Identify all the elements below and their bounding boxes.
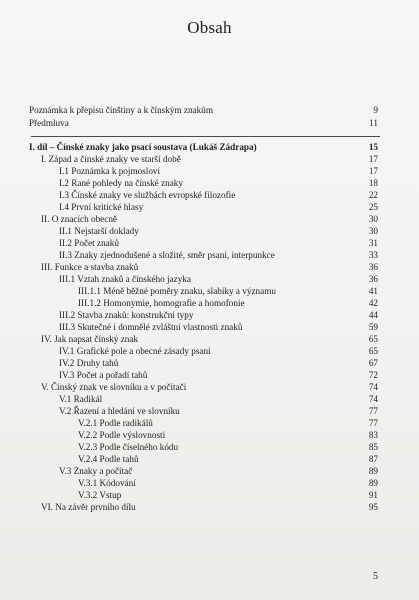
toc-entry — [0, 309, 419, 321]
toc-entry-text: I. Západ a čínské znaky ve starší době — [41, 154, 181, 164]
toc-entry — [0, 165, 419, 177]
toc-entry-text: I.3 Čínské znaky ve službách evropské filozofie — [59, 190, 236, 200]
toc-entry-text: Předmluva — [29, 118, 69, 128]
toc-entry — [0, 501, 419, 513]
toc-entry — [0, 393, 419, 405]
toc-entry-text: III.1.2 Homonymie, homografie a homofonie — [78, 298, 245, 308]
toc-entry-text: V.2.4 Podle tahů — [78, 454, 139, 464]
toc-entry — [0, 189, 419, 201]
toc-entry — [0, 321, 419, 333]
toc-entry — [0, 453, 419, 465]
toc-entry-text: V. Čínský znak ve slovníku a v počítači — [41, 382, 187, 392]
toc-entry-page: 25 — [368, 202, 378, 212]
toc-entry-text: VI. Na závěr prvního dílu — [41, 502, 136, 512]
toc-entry — [0, 489, 419, 501]
toc-entry — [0, 249, 419, 261]
toc-entry-page: 85 — [368, 442, 378, 452]
toc-entry-page: 30 — [368, 214, 378, 224]
toc-entry-page: 67 — [368, 358, 378, 368]
toc-entry-text: II.3 Znaky zjednodušené a složité, směr psaní, interpunkce — [59, 250, 275, 260]
toc-entry-page: 41 — [368, 286, 378, 296]
toc-entry-page: 65 — [368, 346, 378, 356]
toc-entry — [0, 117, 419, 129]
toc-entry-page: 30 — [368, 226, 378, 236]
toc-entry-page: 87 — [368, 454, 378, 464]
toc-entry — [0, 153, 419, 165]
toc-entry — [0, 213, 419, 225]
toc-entry — [0, 417, 419, 429]
toc-entry-page: 89 — [368, 466, 378, 476]
toc-entry-page: 77 — [368, 418, 378, 428]
toc-entry — [0, 357, 419, 369]
toc-entry — [0, 465, 419, 477]
toc-entry-text: I.1 Poznámka k pojmosloví — [59, 166, 161, 176]
toc-entry-page: 36 — [368, 274, 378, 284]
toc-entry — [0, 429, 419, 441]
toc-entry-text: IV. Jak napsat čínský znak — [41, 334, 139, 344]
toc-entry-page: 74 — [368, 394, 378, 404]
toc-entry-page: 17 — [368, 166, 378, 176]
toc-entry-page: 72 — [368, 370, 378, 380]
toc-entry-page: 95 — [368, 502, 378, 512]
section-divider — [31, 136, 380, 137]
toc-entry-text: V.2.3 Podle číselného kódu — [78, 442, 179, 452]
toc-entry-page: 89 — [368, 478, 378, 488]
toc-entry-text: II. O znacích obecně — [41, 214, 118, 224]
toc-entry-text: I.4 První kritické hlasy — [59, 202, 144, 212]
toc-entry — [0, 201, 419, 213]
toc-entry-page: 59 — [368, 322, 378, 332]
toc-entry-text: IV.3 Počet a pořadí tahů — [59, 370, 148, 380]
toc-entry-page: 42 — [368, 298, 378, 308]
toc-entry-text: I.2 Rané pohledy na čínské znaky — [59, 178, 183, 188]
toc-entry-text: III.1 Vztah znaků a čínského jazyka — [59, 274, 191, 284]
toc-entry-page: 65 — [368, 334, 378, 344]
toc-entry-page: 11 — [369, 118, 378, 128]
toc-entry-page: 22 — [368, 190, 378, 200]
toc-entry-text: III.2 Stavba znaků: konstrukční typy — [59, 310, 194, 320]
toc-entry — [0, 345, 419, 357]
toc-entry-text: II.2 Počet znaků — [59, 238, 119, 248]
toc-entry-page: 31 — [368, 238, 378, 248]
toc-entry-text: V.3.2 Vstup — [78, 490, 122, 500]
toc-entry-page: 15 — [368, 142, 378, 152]
toc-entry-page: 36 — [368, 262, 378, 272]
page-number: 5 — [373, 571, 378, 582]
toc-entry — [0, 441, 419, 453]
toc-part-heading — [0, 141, 419, 153]
toc-entry — [0, 333, 419, 345]
toc-entry-text: III.3 Skutečné i domnělé zvláštní vlastnosti znaků — [59, 322, 243, 332]
toc-entry-text: V.1 Radikál — [59, 394, 103, 404]
toc-entry — [0, 104, 419, 116]
toc-entry — [0, 405, 419, 417]
toc-entry — [0, 297, 419, 309]
toc-entry-text: III. Funkce a stavba znaků — [41, 262, 139, 272]
toc-entry-page: 74 — [368, 382, 378, 392]
toc-entry-text: V.3 Znaky a počítač — [59, 466, 133, 476]
toc-entry-page: 77 — [368, 406, 378, 416]
toc-entry — [0, 273, 419, 285]
toc-entry-text: V.2.1 Podle radikálů — [78, 418, 153, 428]
toc-entry-page: 83 — [368, 430, 378, 440]
toc-entry-text: III.1.1 Méně běžné poměry znaku, slabiky a významu — [78, 286, 276, 296]
toc-entry — [0, 177, 419, 189]
toc-entry-text: V.2.2 Podle výslovnosti — [78, 430, 166, 440]
toc-entry — [0, 225, 419, 237]
toc-entry-page: 91 — [368, 490, 378, 500]
toc-entry — [0, 261, 419, 273]
toc-entry — [0, 237, 419, 249]
toc-entry — [0, 477, 419, 489]
toc-entry-page: 33 — [368, 250, 378, 260]
toc-entry-text: Poznámka k přepisu čínštiny a k čínským znakům — [29, 105, 213, 115]
toc-entry — [0, 285, 419, 297]
toc-entry — [0, 369, 419, 381]
toc-entry-text: V.2 Řazení a hledání ve slovníku — [59, 406, 180, 416]
toc-entry-page: 18 — [368, 178, 378, 188]
toc-entry-page: 17 — [368, 154, 378, 164]
toc-entry-page: 44 — [368, 310, 378, 320]
toc-entry-text: I. díl – Čínské znaky jako psací soustava (Lukáš Zádrapa) — [29, 142, 257, 152]
page-title: Obsah — [187, 18, 232, 37]
toc-entry — [0, 381, 419, 393]
toc-entry-text: IV.1 Grafické pole a obecné zásady psaní — [59, 346, 211, 356]
toc-entry-text: V.3.1 Kódování — [78, 478, 136, 488]
toc-entry-text: II.1 Nejstarší doklady — [59, 226, 139, 236]
toc-entry-page: 9 — [373, 105, 378, 115]
toc-entry-text: IV.2 Druhy tahů — [59, 358, 119, 368]
